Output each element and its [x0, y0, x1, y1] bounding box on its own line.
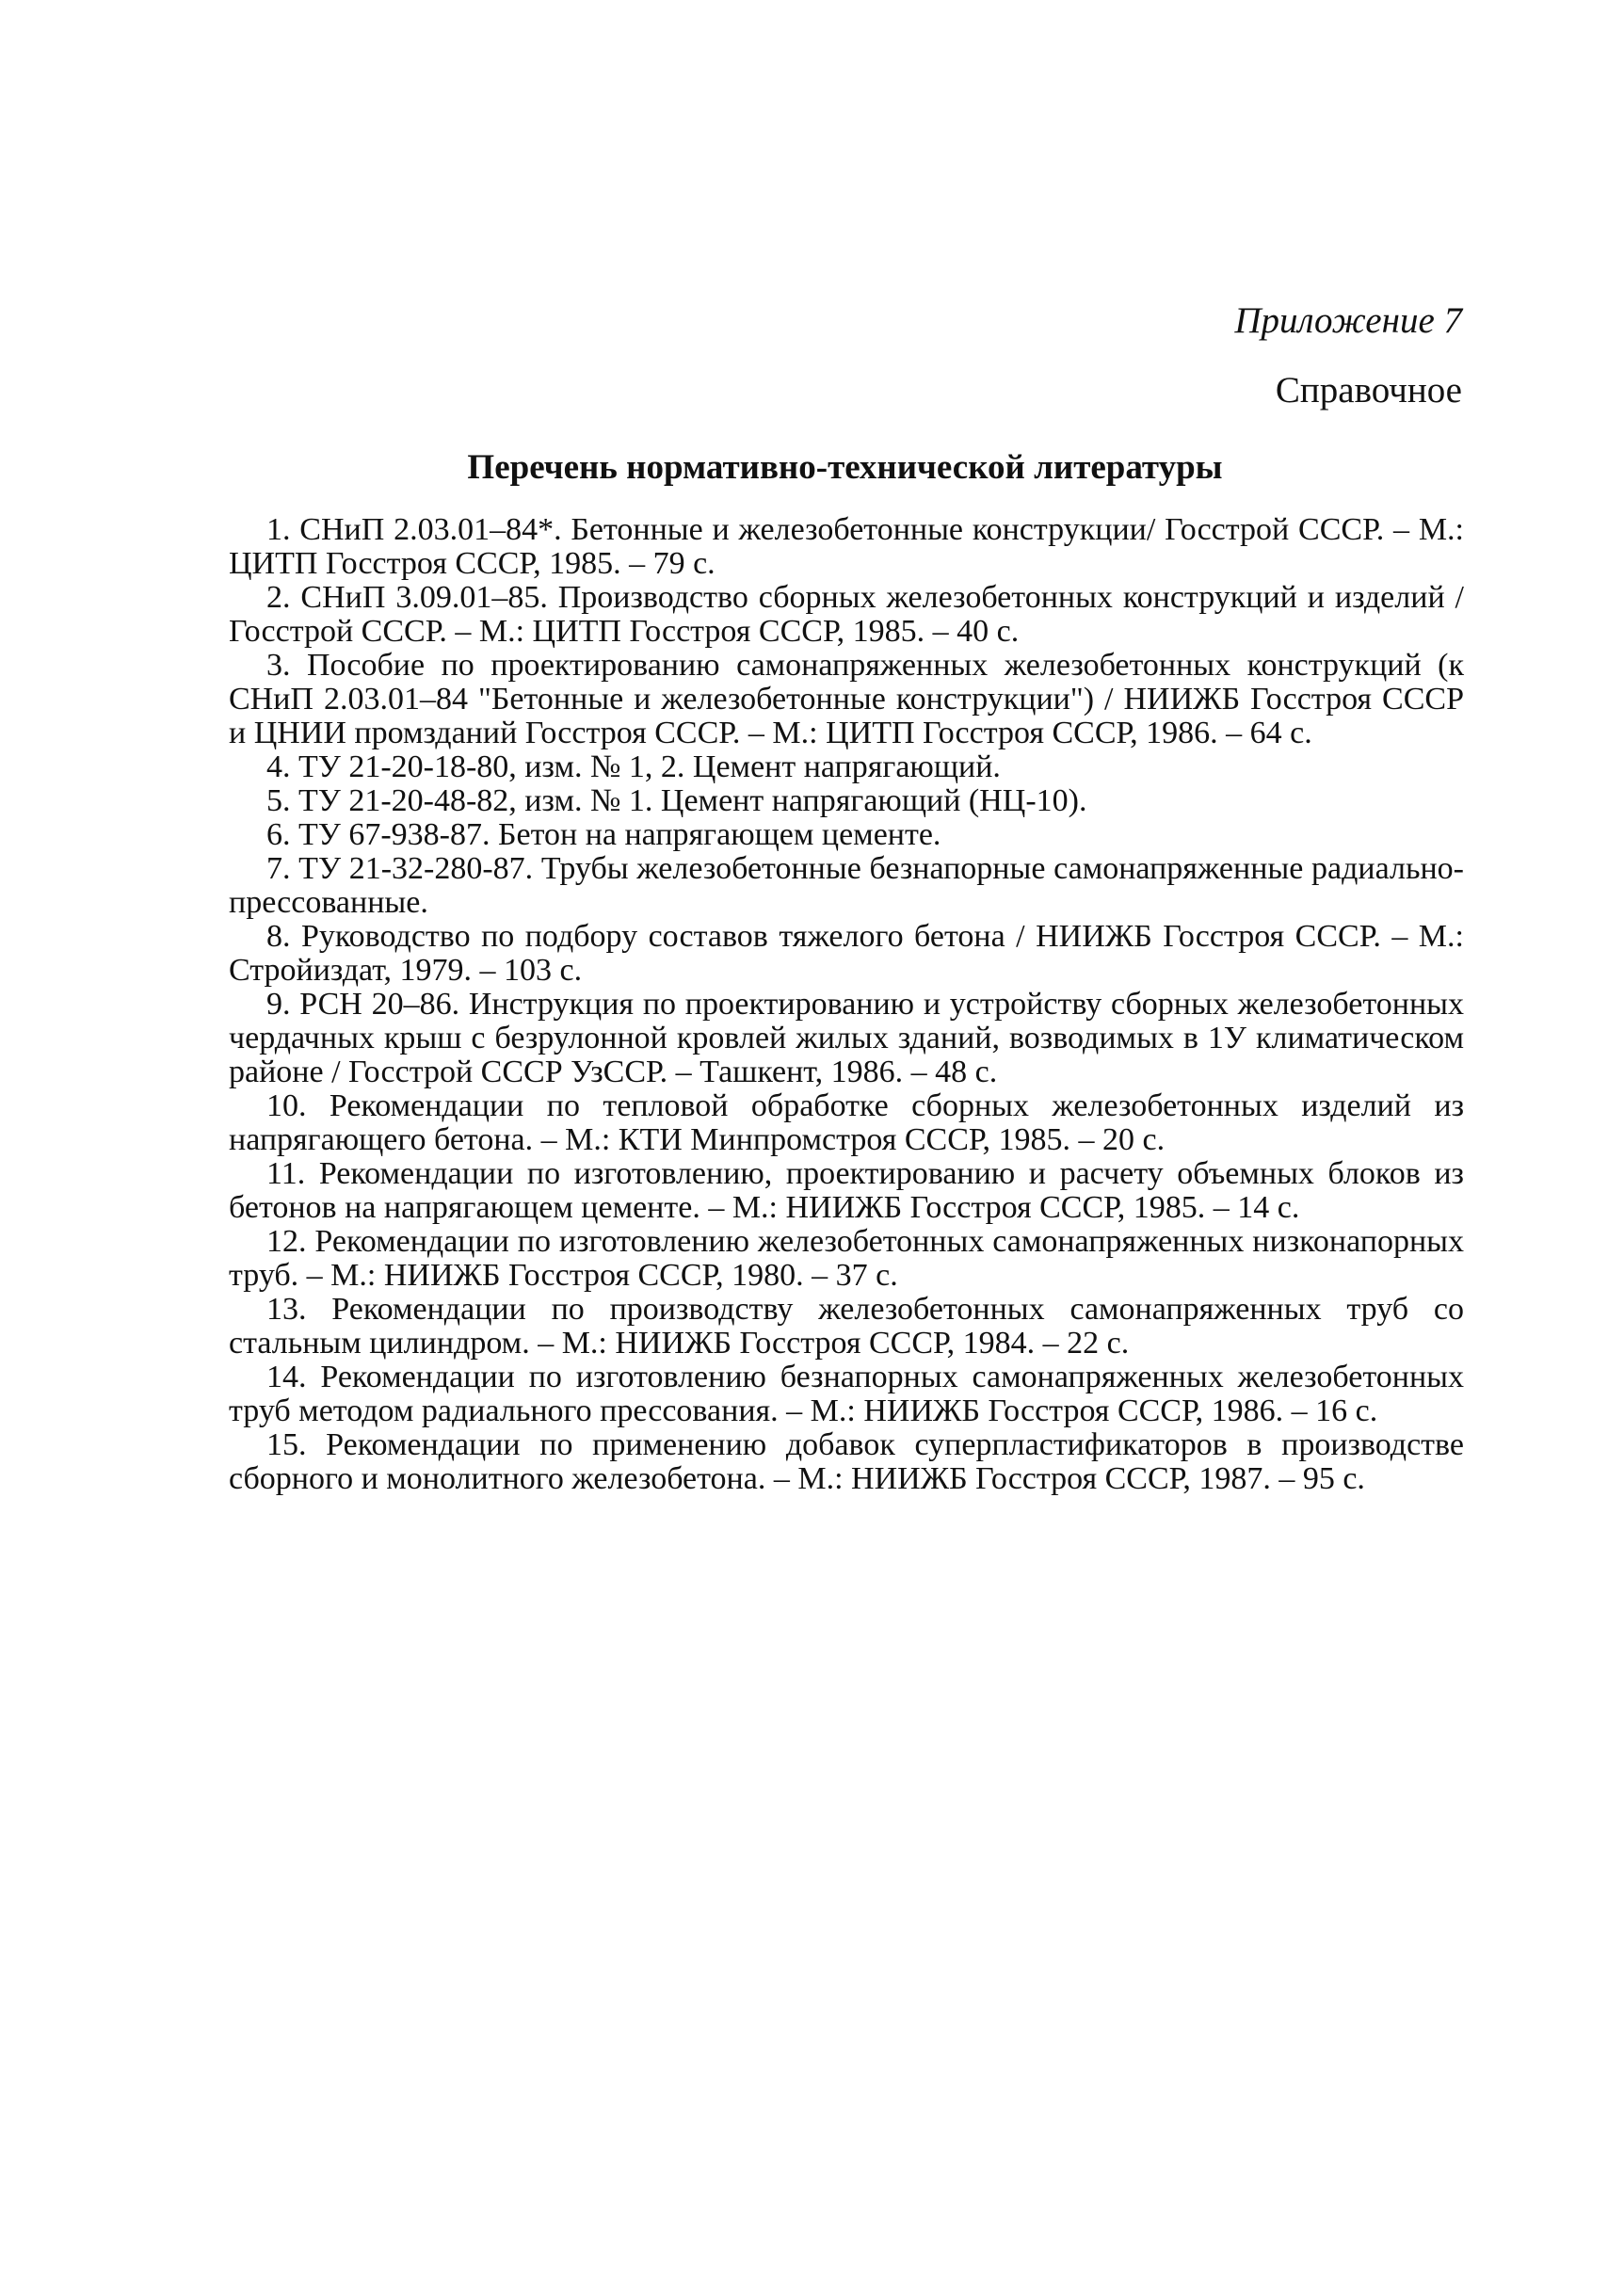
reference-item: 13. Рекомендации по производству железобетонных самонапряженных труб со стальным цилиндром. – М.: НИИЖБ Госстроя СССР, 1984. – 22 с. — [229, 1292, 1464, 1361]
reference-item: 1. СНиП 2.03.01–84*. Бетонные и железобетонные конструкции/ Госстрой СССР. – М.: ЦИТП Госстроя СССР, 1985. – 79 с. — [229, 512, 1464, 581]
reference-item: 9. РСН 20–86. Инструкция по проектированию и устройству сборных железобетонных чердачных крыш с безрулонной кровлей жилых зданий, возводимых в 1У климатическом районе / Госстрой СССР УзССР. – Ташкент, 1986. – 48 с. — [229, 987, 1464, 1089]
reference-item: 12. Рекомендации по изготовлению железобетонных самонапряженных низконапорных труб. – М.: НИИЖБ Госстроя СССР, 1980. – 37 с. — [229, 1224, 1464, 1293]
page-title: Перечень нормативно-технической литературы — [467, 448, 1223, 487]
reference-type-label: Справочное — [1275, 370, 1462, 411]
reference-list — [229, 513, 1464, 1496]
reference-item: 10. Рекомендации по тепловой обработке сборных железобетонных изделий из напрягающего бетона. – М.: КТИ Минпромстроя СССР, 1985. – 20 с. — [229, 1088, 1464, 1157]
appendix-label: Приложение 7 — [1234, 300, 1462, 341]
reference-item: 8. Руководство по подбору составов тяжелого бетона / НИИЖБ Госстроя СССР. – М.: Стройиздат, 1979. – 103 с. — [229, 919, 1464, 988]
reference-item: 11. Рекомендации по изготовлению, проектированию и расчету объемных блоков из бетонов на напрягающем цементе. – М.: НИИЖБ Госстроя СССР, 1985. – 14 с. — [229, 1156, 1464, 1225]
reference-item: 6. ТУ 67-938-87. Бетон на напрягающем цементе. — [266, 817, 941, 852]
reference-item: 4. ТУ 21-20-18-80, изм. № 1, 2. Цемент напрягающий. — [266, 749, 1001, 784]
reference-item: 3. Пособие по проектированию самонапряженных железобетонных конструкций (к СНиП 2.03.01–84 "Бетонные и железобетонные конструкции") / НИИЖБ Госстроя СССР и ЦНИИ промзданий Госстроя СССР. – М.: ЦИТП Госстроя СССР, 1986. – 64 с. — [229, 648, 1464, 750]
reference-item: 2. СНиП 3.09.01–85. Производство сборных железобетонных конструкций и изделий / Госстрой СССР. – М.: ЦИТП Госстроя СССР, 1985. – 40 с. — [229, 580, 1464, 649]
reference-item: 14. Рекомендации по изготовлению безнапорных самонапряженных железобетонных труб методом радиального прессования. – М.: НИИЖБ Госстроя СССР, 1986. – 16 с. — [229, 1360, 1464, 1428]
reference-item: 5. ТУ 21-20-48-82, изм. № 1. Цемент напрягающий (НЦ-10). — [266, 783, 1087, 818]
reference-item: 15. Рекомендации по применению добавок суперпластификаторов в производстве сборного и монолитного железобетона. – М.: НИИЖБ Госстроя СССР, 1987. – 95 с. — [229, 1427, 1464, 1496]
reference-item: 7. ТУ 21-32-280-87. Трубы железобетонные безнапорные самонапряженные радиально-прессованные. — [229, 851, 1464, 920]
